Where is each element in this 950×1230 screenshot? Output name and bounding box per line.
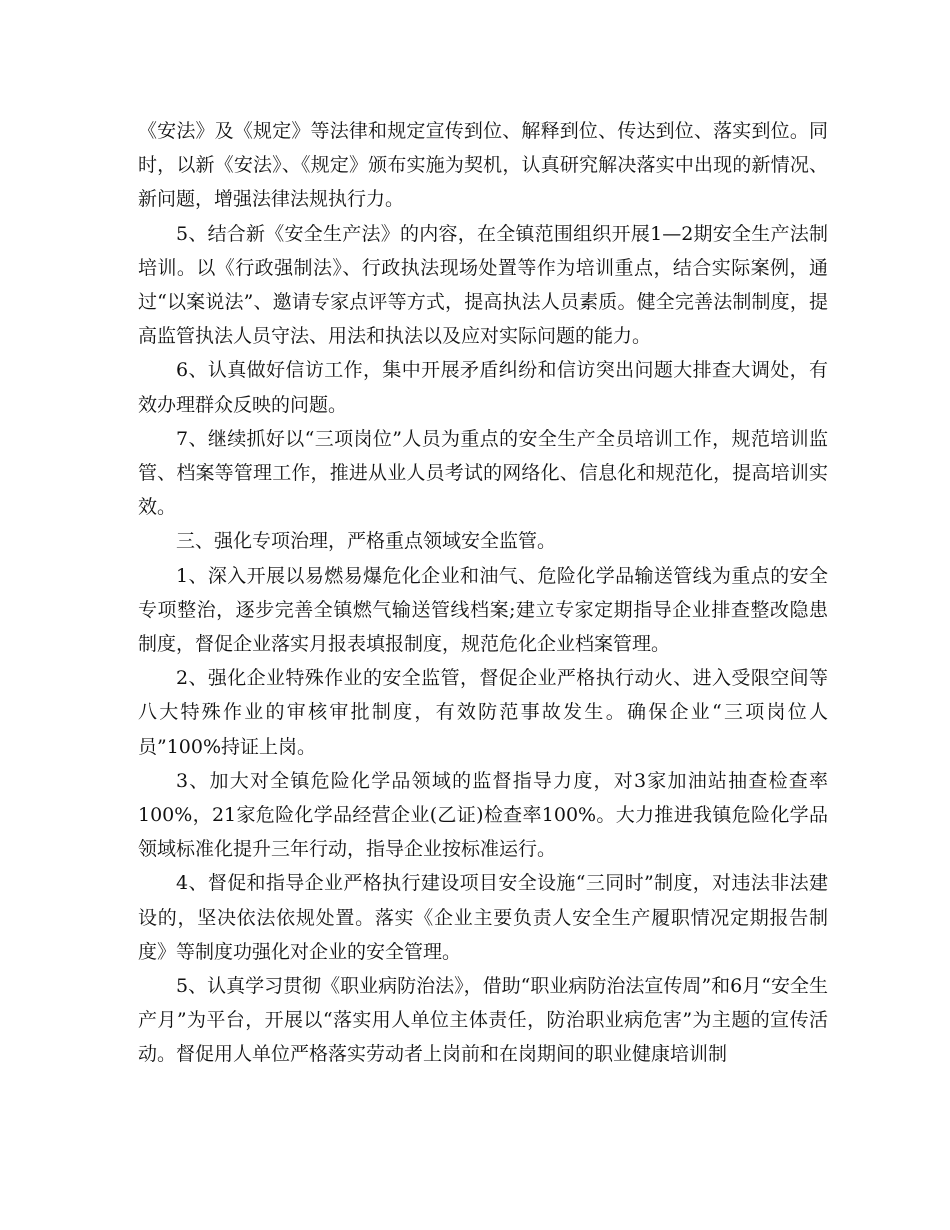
paragraph-item-5-occupational-disease: 5、认真学习贯彻《职业病防治法》，借助“职业病防治法宣传周”和6月“安全生产月”为平台，开展以“落实用人单位主体责任，防治职业病危害”为主题的宣传活动。督促用人单位严格落实劳动者上岗前和在岗期间的职业健康培训制 <box>138 975 828 1066</box>
paragraph-item-6-petition: 6、认真做好信访工作，集中开展矛盾纠纷和信访突出问题大排查大调处，有效办理群众反映的问题。 <box>138 359 828 416</box>
document-body <box>138 114 828 1072</box>
paragraph-item-1-rectification: 1、深入开展以易燃易爆危化企业和油气、危险化学品输送管线为重点的安全专项整治，逐步完善全镇燃气输送管线档案;建立专家定期指导企业排查整改隐患制度，督促企业落实月报表填报制度，规范危化企业档案管理。 <box>138 564 828 656</box>
paragraph-item-2-special-operations: 2、强化企业特殊作业的安全监管，督促企业严格执行动火、进入受限空间等八大特殊作业的审核审批制度，有效防范事故发生。确保企业“三项岗位人员”100%持证上岗。 <box>138 667 828 758</box>
paragraph-continuation: 《安法》及《规定》等法律和规定宣传到位、解释到位、传达到位、落实到位。同时，以新《安法》、《规定》颁布实施为契机，认真研究解决落实中出现的新情况、新问题，增强法律法规执行力。 <box>138 120 828 211</box>
paragraph-item-5-legal-training: 5、结合新《安全生产法》的内容，在全镇范围组织开展1—2期安全生产法制培训。以《行政强制法》、行政执法现场处置等作为培训重点，结合实际案例，通过“以案说法”、邀请专家点评等方式，提高执法人员素质。健全完善法制制度，提高监管执法人员守法、用法和执法以及应对实际问题的能力。 <box>138 222 828 348</box>
paragraph-item-4-three-simultaneities: 4、督促和指导企业严格执行建设项目安全设施“三同时”制度，对违法非法建设的，坚决依法依规处置。落实《企业主要负责人安全生产履职情况定期报告制度》等制度功强化对企业的安全管理。 <box>138 872 828 963</box>
paragraph-item-3-hazardous-chemicals: 3、加大对全镇危险化学品领域的监督指导力度，对3家加油站抽查检查率100%，21家危险化学品经营企业(乙证)检查率100%。大力推进我镇危险化学品领域标准化提升三年行动，指导企业按标准运行。 <box>138 769 828 861</box>
section-heading-3: 三、强化专项治理，严格重点领域安全监管。 <box>176 530 557 553</box>
paragraph-item-7-staff-training: 7、继续抓好以“三项岗位”人员为重点的安全生产全员培训工作，规范培训监管、档案等管理工作，推进从业人员考试的网络化、信息化和规范化，提高培训实效。 <box>138 427 828 519</box>
